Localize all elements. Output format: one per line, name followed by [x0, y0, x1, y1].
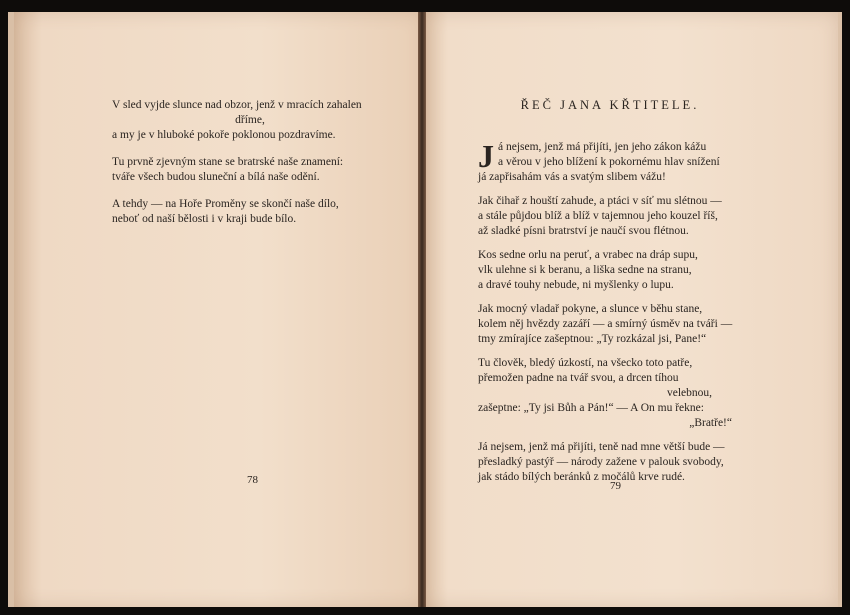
verse-line: a my je v hluboké pokoře poklonou pozdravíme.: [112, 129, 336, 141]
right-page-poem: [478, 140, 752, 494]
left-page-poem: [112, 98, 388, 239]
right-stanza-1: [478, 140, 752, 185]
verse-line: A tehdy — na Hoře Proměny se skončí naše dílo,: [112, 198, 339, 210]
verse-line: Tu člověk, bledý úzkostí, na všecko toto patře,: [478, 357, 693, 369]
verse-line: až sladké písni bratrství je naučí svou flétnou.: [478, 225, 689, 237]
verse-line: a věrou v jeho blížení k pokornému hlav snížení: [498, 156, 720, 168]
verse-line: přemožen padne na tvář svou, a drcen tíhou: [478, 372, 679, 384]
book-gutter: [418, 12, 426, 607]
verse-line: tváře všech budou sluneční a bílá naše odění.: [112, 171, 320, 183]
left-stanza-2: [112, 155, 388, 185]
right-stanza-4: [478, 302, 752, 347]
verse-line: á nejsem, jenž má přijíti, jen jeho zákon kážu: [498, 141, 707, 153]
page-number-right: 79: [610, 480, 621, 492]
verse-line: Kos sedne orlu na peruť, a vrabec na dráp supu,: [478, 249, 698, 261]
right-stanza-2: [478, 194, 752, 239]
verse-line: Jak mocný vladař pokyne, a slunce v běhu stane,: [478, 303, 703, 315]
verse-line: vlk ulehne si k beranu, a liška sedne na stranu,: [478, 264, 692, 276]
right-stanza-6: [478, 440, 752, 485]
verse-line: Já nejsem, jenž má přijíti, teně nad mne větší bude —: [478, 441, 725, 453]
right-stanza-3: [478, 248, 752, 293]
drop-cap: J: [478, 138, 494, 174]
page-number-left: 78: [247, 474, 258, 486]
verse-line: zašeptne: „Ty jsi Bůh a Pán!“ — A On mu řekne:: [478, 402, 704, 414]
left-stanza-1: [112, 98, 388, 143]
verse-line: Jak čihař z houští zahude, a ptáci v síť mu slétnou —: [478, 195, 722, 207]
verse-line: já zapřisahám vás a svatým slibem vážu!: [478, 171, 666, 183]
verse-line: kolem něj hvězdy zazáří — a smírný úsměv na tváři —: [478, 318, 733, 330]
verse-line: tmy zmírajíce zašeptnou: „Ty rozkázal jsi, Pane!“: [478, 333, 707, 345]
verse-line: jak stádo bílých beránků z močálů krve rudé.: [478, 471, 685, 483]
left-stanza-3: [112, 197, 388, 227]
poem-title: ŘEČ JANA KŘTITELE.: [520, 98, 700, 112]
verse-line: přesladký pastýř — národy zažene v palouk svobody,: [478, 456, 724, 468]
verse-line: velebnou,: [666, 387, 712, 399]
verse-line: dříme,: [235, 114, 265, 126]
right-stanza-5: [478, 356, 752, 431]
verse-line: „Bratře!“: [689, 417, 732, 429]
verse-line: V sled vyjde slunce nad obzor, jenž v mracích zahalen: [112, 99, 362, 111]
verse-line: a stále půjdou blíž a blíž v tajemnou jeho kouzel říš,: [478, 210, 718, 222]
verse-line: neboť od naší bělosti i v kraji bude bílo.: [112, 213, 297, 225]
verse-line: a dravé touhy nebude, ni myšlenky o lupu.: [478, 279, 674, 291]
verse-line: Tu prvně zjevným stane se bratrské naše znamení:: [112, 156, 344, 168]
